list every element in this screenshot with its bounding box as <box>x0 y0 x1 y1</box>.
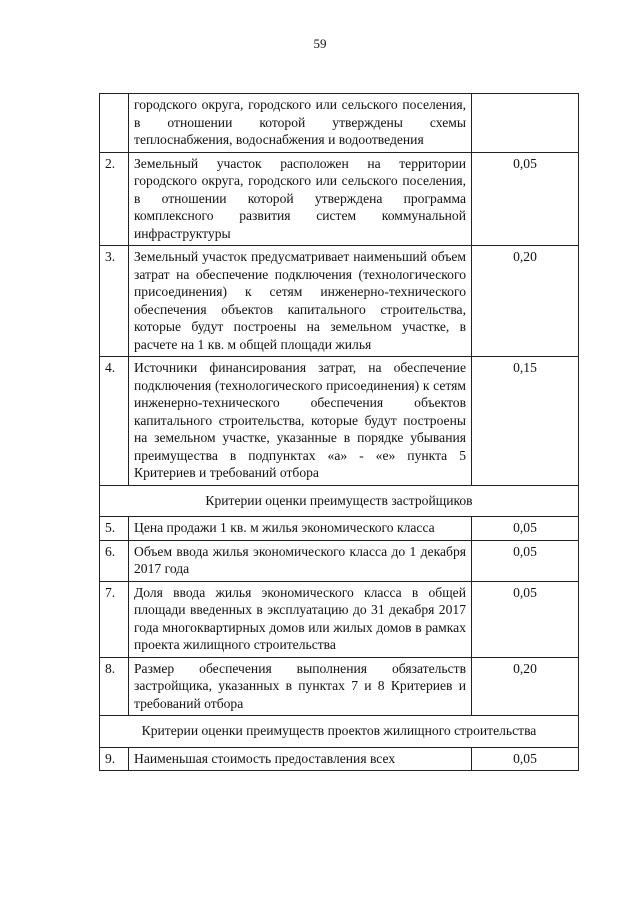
criterion-number: 8. <box>100 657 129 716</box>
criterion-number: 4. <box>100 357 129 486</box>
criterion-row <box>100 517 579 541</box>
criterion-weight: 0,20 <box>472 246 579 357</box>
criterion-row <box>100 152 579 246</box>
criterion-weight: 0,05 <box>472 540 579 581</box>
criterion-weight: 0,20 <box>472 657 579 716</box>
section-title: Критерии оценки преимуществ застройщиков <box>100 485 579 517</box>
criterion-row <box>100 540 579 581</box>
criterion-weight: 0,05 <box>472 152 579 246</box>
criterion-description: Источники финансирования затрат, на обеспечение подключения (технологического присоединения) к сетям инженерно-технического обеспечения объектов капитального строительства, которые будут построены на земельном участке, указанные в порядке убывания преимущества в подпунктах «а» - «е» пункта 5 Критериев и требований отбора <box>129 357 472 486</box>
criteria-table-body <box>100 94 579 771</box>
criterion-number: 2. <box>100 152 129 246</box>
criterion-description: городского округа, городского или сельского поселения, в отношении которой утверждены схемы теплоснабжения, водоснабжения и водоотведения <box>129 94 472 153</box>
criterion-number: 5. <box>100 517 129 541</box>
criterion-description: Наименьшая стоимость предоставления всех <box>129 747 472 771</box>
criterion-number: 7. <box>100 581 129 657</box>
criterion-number: 3. <box>100 246 129 357</box>
criterion-weight: 0,05 <box>472 517 579 541</box>
criterion-description: Доля ввода жилья экономического класса в общей площади введенных в эксплуатацию до 31 декабря 2017 года многоквартирных домов или жилых домов в рамках проекта жилищного строительства <box>129 581 472 657</box>
criterion-row <box>100 357 579 486</box>
criterion-weight: 0,05 <box>472 747 579 771</box>
criterion-row <box>100 94 579 153</box>
criterion-row <box>100 246 579 357</box>
section-header-row <box>100 716 579 748</box>
criterion-number <box>100 94 129 153</box>
page-number: 59 <box>313 36 327 51</box>
criterion-description: Объем ввода жилья экономического класса до 1 декабря 2017 года <box>129 540 472 581</box>
criteria-table <box>99 93 579 771</box>
criterion-weight: 0,15 <box>472 357 579 486</box>
criterion-row <box>100 747 579 771</box>
criterion-weight: 0,05 <box>472 581 579 657</box>
criterion-description: Цена продажи 1 кв. м жилья экономического класса <box>129 517 472 541</box>
criterion-row <box>100 657 579 716</box>
criterion-description: Размер обеспечения выполнения обязательств застройщика, указанных в пунктах 7 и 8 Критериев и требований отбора <box>129 657 472 716</box>
criterion-number: 9. <box>100 747 129 771</box>
criterion-row <box>100 581 579 657</box>
section-header-row <box>100 485 579 517</box>
section-title: Критерии оценки преимуществ проектов жилищного строительства <box>100 716 579 748</box>
criterion-description: Земельный участок предусматривает наименьший объем затрат на обеспечение подключения (технологического присоединения) к сетям инженерно-технического обеспечения объектов капитального строительства, которые будут построены на земельном участке, в расчете на 1 кв. м общей площади жилья <box>129 246 472 357</box>
criterion-number: 6. <box>100 540 129 581</box>
criterion-weight <box>472 94 579 153</box>
criterion-description: Земельный участок расположен на территории городского округа, городского или сельского поселения, в отношении которой утверждена программа комплексного развития систем коммунальной инфраструктуры <box>129 152 472 246</box>
